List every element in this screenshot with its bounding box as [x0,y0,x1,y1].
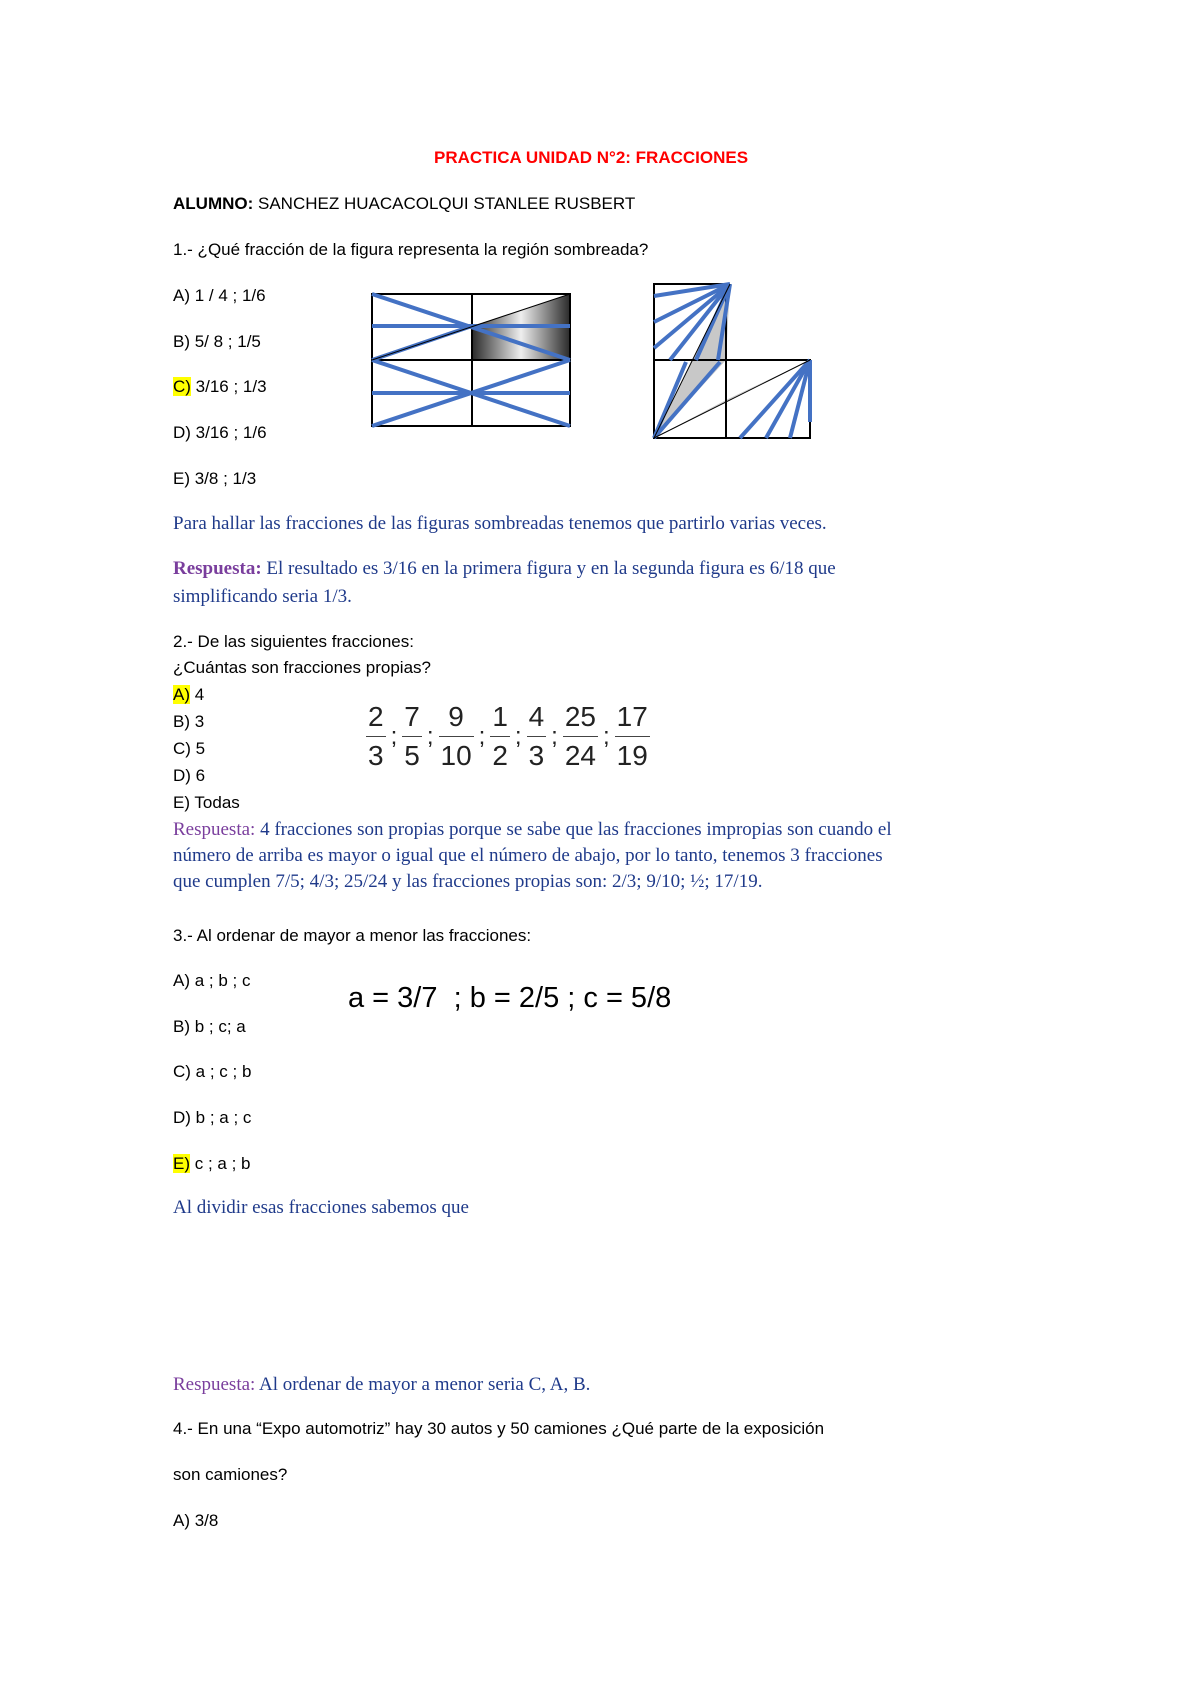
denominator: 5 [404,740,420,771]
student-label: ALUMNO: [173,194,254,213]
q3-answer [173,1374,590,1396]
option-text: 3/8 [190,1511,219,1530]
student-line [173,194,635,214]
q1-option-b [173,332,261,352]
answer-label: Respuesta: [173,819,256,840]
option-text: 1 / 4 ; 1/6 [190,286,266,305]
denominator: 2 [492,740,508,771]
q2-answer-line2: número de arriba es mayor o igual que el número de abajo, por lo tanto, tenemos 3 fracciones [173,845,883,866]
numerator: 1 [492,701,508,732]
q2-answer-line3: que cumplen 7/5; 4/3; 25/24 y las fracciones propias son: 2/3; 9/10; ½; 17/19. [173,871,763,892]
option-letter: E) [173,469,190,488]
q2-answer-line1 [173,819,892,841]
numerator: 4 [528,701,545,732]
option-letter: E) [173,793,190,812]
option-letter: C) [173,739,191,758]
option-text: a ; b ; c [190,971,251,990]
option-text: b ; c; a [190,1017,246,1036]
fraction [439,702,474,771]
option-letter: D) [173,1108,191,1127]
q2-option-a [173,685,204,705]
numerator: 9 [448,701,464,732]
option-text: 3/16 ; 1/3 [190,377,267,396]
option-letter: A) [173,1511,190,1530]
option-text: 3 [190,712,205,731]
figure-l-shape [650,282,816,442]
figure-rectangle-grid [370,292,580,428]
q3-option-c [173,1062,251,1082]
option-letter: B) [173,332,190,351]
fraction [615,702,650,771]
numerator: 25 [564,701,596,732]
fraction [490,702,510,771]
numerator: 17 [616,701,648,732]
q2-option-d [173,766,205,786]
q1-question: 1.- ¿Qué fracción de la figura representa la región sombreada? [173,240,649,259]
denominator: 10 [440,740,472,771]
option-letter: B) [173,1017,190,1036]
answer-label: Respuesta: [173,558,262,579]
fraction-list: $\frac{2}{3}$ ; $\frac{7}{5}$ ; $\frac{9}{10}$ ; $\frac{1}{2}$ ; $\frac{4}{3}$ ; $\frac{25}{24}$ ; $\frac{17}{19}$ [368,701,648,771]
q1-answer-line1 [173,558,836,580]
option-letter-highlighted: A) [173,685,190,704]
q2-question: 2.- De las siguientes fracciones: [173,632,414,651]
q1-option-d [173,423,267,443]
option-text: 3/16 ; 1/6 [190,423,267,442]
option-letter: D) [173,766,191,785]
denominator: 24 [564,740,596,771]
q3-explanation: Al dividir esas fracciones sabemos que [173,1197,469,1218]
q2-option-c [173,739,205,759]
q3-question: 3.- Al ordenar de mayor a menor las fracciones: [173,926,532,945]
option-text: 5/ 8 ; 1/5 [190,332,261,351]
q4-option-a [173,1511,218,1531]
q2-option-e [173,793,240,813]
numerator: 7 [404,701,420,732]
answer-text: 4 fracciones son propias porque se sabe que las fracciones impropias son cuando el [255,819,892,840]
q2-subquestion: ¿Cuántas son fracciones propias? [173,658,431,677]
fraction [527,702,547,771]
fraction [563,702,598,771]
option-letter: D) [173,423,191,442]
q3-option-e [173,1154,250,1174]
option-text: a ; c ; b [190,1062,252,1081]
option-text: c ; a ; b [190,1154,251,1173]
numerator: 2 [368,701,384,732]
q1-answer-line2: simplificando seria 1/3. [173,586,352,607]
q3-expression: a = 3/7 ; b = 2/5 ; c = 5/8 [348,982,672,1014]
answer-text: Al ordenar de mayor a menor seria C, A, B. [255,1374,591,1395]
q3-option-d [173,1108,251,1128]
option-letter: A) [173,971,190,990]
denominator: 3 [528,740,545,771]
option-letter: A) [173,286,190,305]
page-title: PRACTICA UNIDAD N°2: FRACCIONES [434,148,749,167]
denominator: 19 [616,740,648,771]
q4-question-line2: son camiones? [173,1465,288,1484]
q1-option-e [173,469,256,489]
q1-explanation: Para hallar las fracciones de las figuras sombreadas tenemos que partirlo varias veces. [173,513,827,534]
q1-option-a [173,286,266,306]
q3-option-a [173,971,250,991]
student-name: SANCHEZ HUACACOLQUI STANLEE RUSBERT [258,194,636,213]
fraction [402,702,422,771]
q4-question-line1: 4.- En una “Expo automotriz” hay 30 autos y 50 camiones ¿Qué parte de la exposición [173,1419,825,1438]
option-text: 3/8 ; 1/3 [190,469,257,488]
q3-option-b [173,1017,246,1037]
option-text: 6 [190,766,206,785]
q2-option-b [173,712,204,732]
answer-text: El resultado es 3/16 en la primera figura y en la segunda figura es 6/18 que [261,558,836,579]
option-text: b ; a ; c [190,1108,252,1127]
option-letter: C) [173,1062,191,1081]
fraction [366,702,386,771]
denominator: 3 [368,740,384,771]
option-letter-highlighted: E) [173,1154,190,1173]
answer-label: Respuesta: [173,1374,256,1395]
option-letter: B) [173,712,190,731]
option-letter-highlighted: C) [173,377,191,396]
option-text: 5 [190,739,206,758]
option-text: Todas [190,793,240,812]
option-text: 4 [190,685,205,704]
q1-option-c [173,377,267,397]
